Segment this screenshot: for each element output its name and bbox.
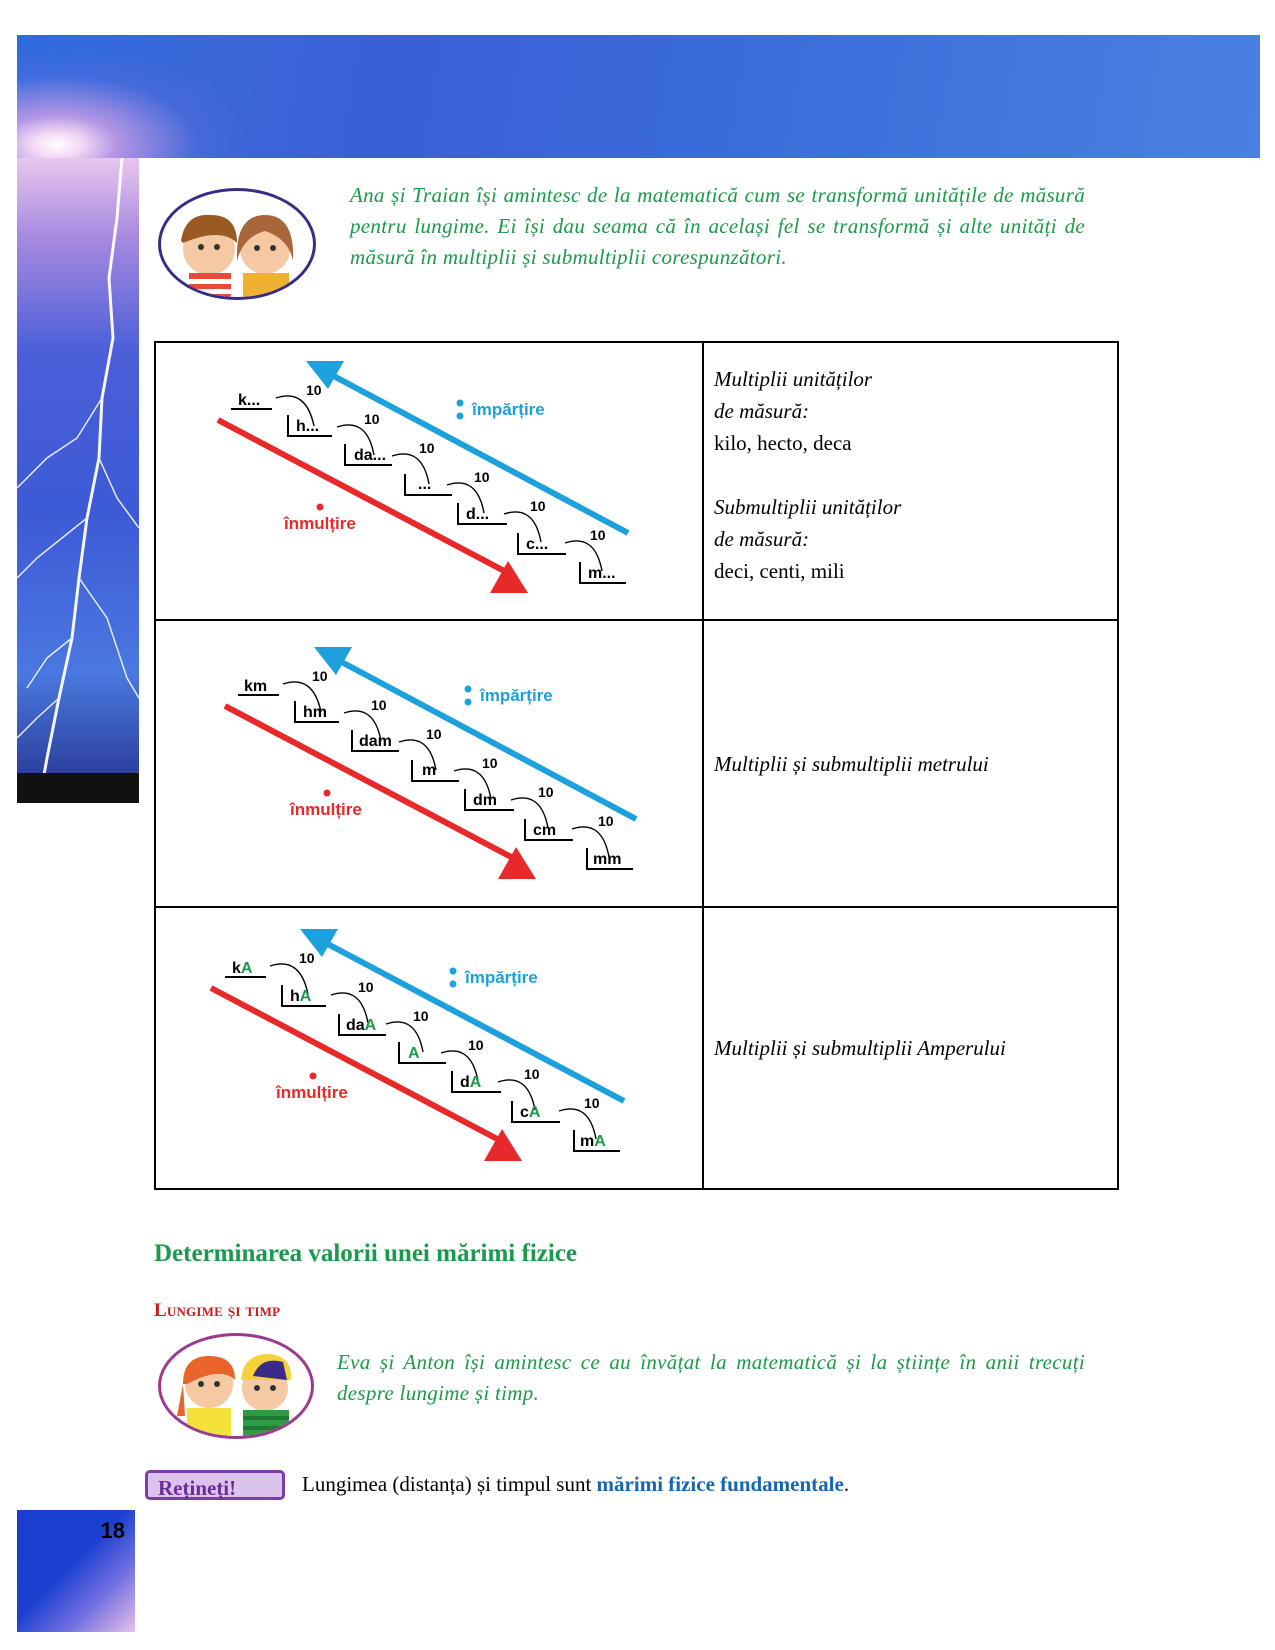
submultiples-title: Submultiplii unităților	[714, 495, 902, 519]
svg-text:10: 10	[590, 527, 606, 543]
svg-text:m...: m...	[588, 565, 616, 582]
children-eva-anton-avatar	[158, 1333, 314, 1439]
svg-text:înmulțire: înmulțire	[290, 800, 362, 819]
svg-text:cA: cA	[520, 1104, 541, 1121]
table-row	[155, 342, 1118, 620]
svg-text:kA: kA	[232, 960, 253, 977]
svg-text:10: 10	[426, 726, 442, 742]
children-ana-traian-avatar	[158, 188, 316, 300]
intro-text-eva-anton: Eva și Anton își amintesc ce au învățat la matematică și la științe în anii trecuți despre lungime și timp.	[337, 1350, 1085, 1405]
svg-text:10: 10	[482, 755, 498, 771]
diagram-cell-meter	[155, 620, 703, 907]
submultiples-title-line2: de măsură:	[714, 527, 810, 551]
prefix-staircase-diagram-meter	[156, 621, 702, 906]
svg-text:10: 10	[474, 469, 490, 485]
svg-text:hA: hA	[290, 988, 312, 1005]
section-subtitle: Lungime și timp	[154, 1300, 281, 1321]
svg-text:daA: daA	[346, 1017, 377, 1034]
svg-text:k...: k...	[238, 392, 261, 409]
svg-text:10: 10	[371, 697, 387, 713]
svg-text:10: 10	[538, 784, 554, 800]
svg-text:hm: hm	[303, 704, 327, 721]
header-banner	[17, 35, 1260, 158]
diagram-cell-generic	[155, 342, 703, 620]
multiples-values: kilo, hecto, deca	[714, 431, 852, 455]
svg-text:h...: h...	[296, 418, 320, 435]
svg-text:mA: mA	[580, 1133, 606, 1150]
svg-text:10: 10	[413, 1008, 429, 1024]
svg-text:dm: dm	[473, 792, 497, 809]
svg-text:dam: dam	[359, 733, 392, 750]
page-number-badge	[17, 1510, 135, 1632]
table-row	[155, 620, 1118, 907]
intro-text-ana-traian: Ana și Traian își amintesc de la matematică cum se transformă unitățile de măsură pentru lungime. Ei își dau seama că în același fel se transformă și alte unități de măsură în multiplii și submultiplii corespunzători.	[350, 183, 1085, 269]
svg-text:A: A	[408, 1045, 420, 1062]
svg-text:împărțire: împărțire	[472, 400, 545, 419]
svg-text:împărțire: împărțire	[480, 686, 553, 705]
svg-text:da...: da...	[354, 447, 387, 464]
multiples-title-line2: de măsură:	[714, 399, 810, 423]
description-cell-meter	[703, 620, 1118, 907]
svg-text:10: 10	[584, 1095, 600, 1111]
description-cell-ampere	[703, 907, 1118, 1189]
svg-text:c...: c...	[526, 536, 549, 553]
description-cell-generic	[703, 342, 1118, 620]
remember-badge: Rețineți!	[145, 1470, 285, 1500]
svg-text:10: 10	[468, 1037, 484, 1053]
remember-text-end: .	[843, 1472, 850, 1496]
svg-text:cm: cm	[533, 822, 557, 839]
prefix-staircase-diagram-ampere	[156, 908, 702, 1188]
svg-text:înmulțire: înmulțire	[276, 1083, 348, 1102]
svg-text:înmulțire: înmulțire	[284, 514, 356, 533]
svg-text:10: 10	[358, 979, 374, 995]
page-number: 18	[100, 1518, 125, 1543]
svg-text:10: 10	[598, 813, 614, 829]
lightning-side-image	[17, 158, 139, 803]
prefix-staircase-diagram-generic	[156, 343, 702, 619]
remember-text-highlight: mărimi fizice fundamentale	[596, 1472, 844, 1496]
svg-text:10: 10	[299, 950, 315, 966]
svg-text:km: km	[244, 678, 268, 695]
submultiples-values: deci, centi, mili	[714, 559, 845, 583]
svg-text:împărțire: împărțire	[465, 968, 538, 987]
svg-text:m: m	[422, 762, 437, 779]
units-table	[154, 341, 1119, 1190]
section-title: Determinarea valorii unei mărimi fizice	[154, 1240, 578, 1267]
svg-text:d...: d...	[466, 506, 490, 523]
svg-text:10: 10	[419, 440, 435, 456]
multiples-title: Multiplii unităților	[714, 367, 873, 391]
svg-text:10: 10	[364, 411, 380, 427]
ampere-description: Multiplii și submultiplii Amperului	[714, 1036, 1006, 1060]
meter-description: Multiplii și submultiplii metrului	[714, 751, 989, 776]
remember-text-plain: Lungimea (distanța) și timpul sunt	[302, 1472, 597, 1496]
table-row	[155, 907, 1118, 1189]
svg-text:...: ...	[418, 476, 432, 493]
svg-text:10: 10	[524, 1066, 540, 1082]
svg-text:10: 10	[312, 668, 328, 684]
svg-text:dA: dA	[460, 1074, 482, 1091]
svg-text:10: 10	[306, 382, 322, 398]
remember-text	[302, 1472, 849, 1497]
svg-text:mm: mm	[593, 851, 622, 868]
svg-text:10: 10	[530, 498, 546, 514]
diagram-cell-ampere	[155, 907, 703, 1189]
